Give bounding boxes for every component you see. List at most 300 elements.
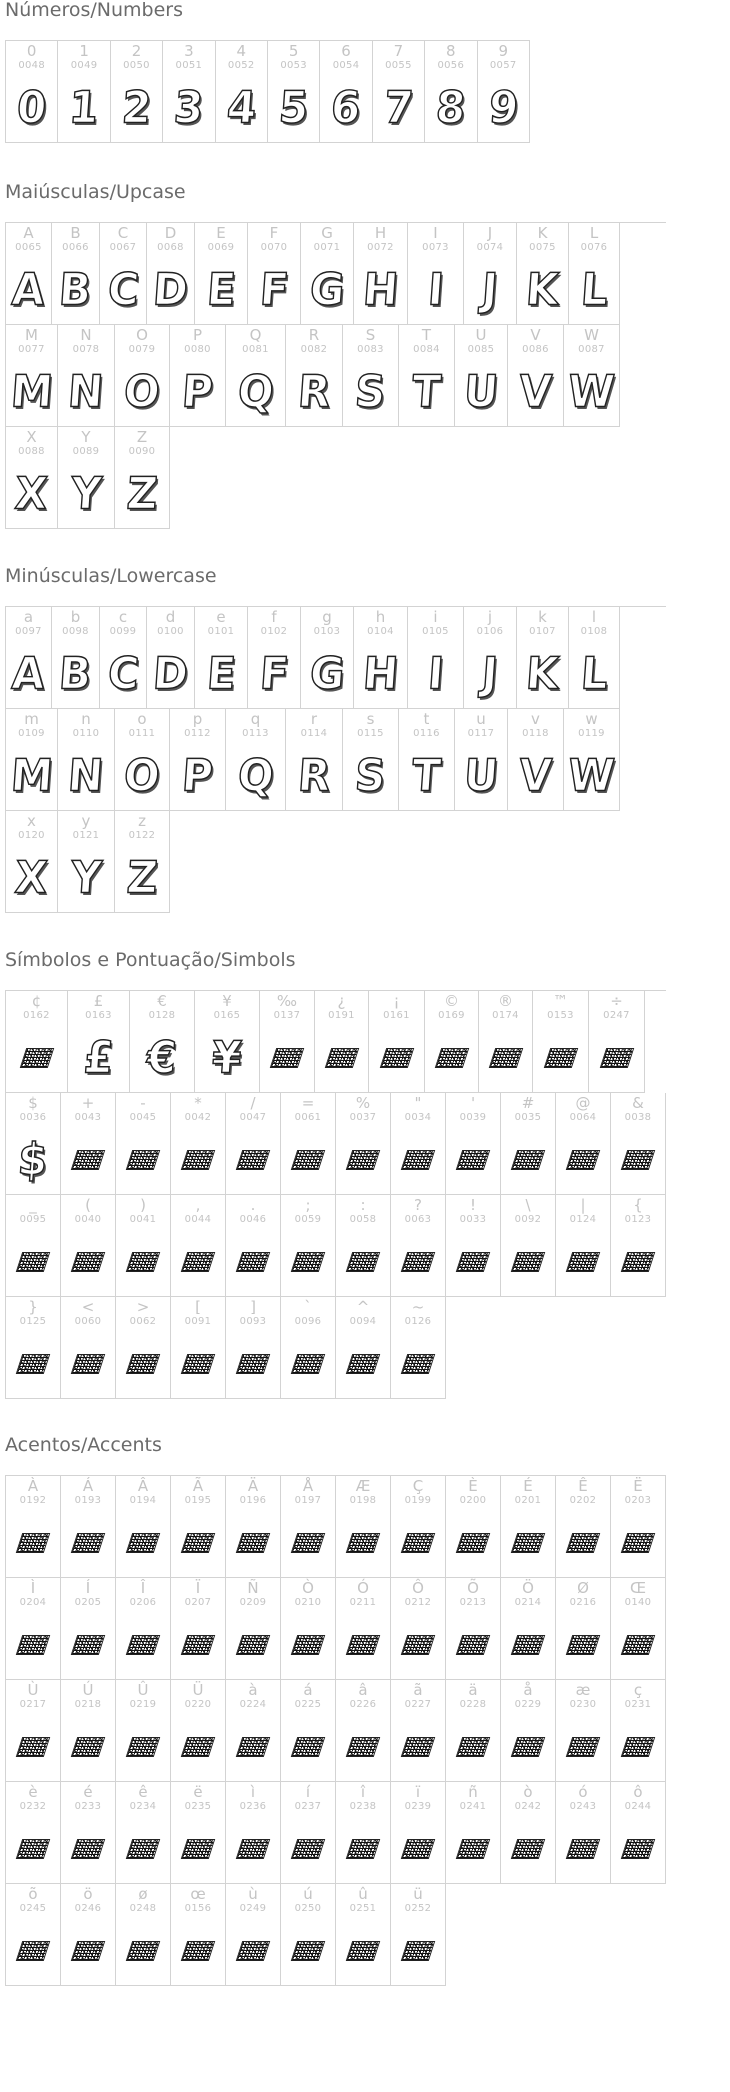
missing-glyph-icon (236, 1737, 270, 1757)
glyph-character-label: G (321, 224, 333, 242)
glyph-sample (226, 1131, 280, 1189)
glyph-code-label: 0227 (404, 1699, 432, 1710)
missing-glyph-icon (346, 1354, 380, 1374)
glyph-character-label: À (27, 1477, 39, 1495)
missing-glyph-icon (456, 1252, 490, 1272)
glyph-cell (556, 1782, 611, 1884)
glyph-code-label: 0233 (74, 1801, 102, 1812)
glyph-character-label: à (248, 1681, 258, 1699)
glyph-sample (170, 747, 225, 805)
missing-glyph-icon (401, 1354, 435, 1374)
glyph-cell (391, 1578, 446, 1680)
glyph-cell (369, 991, 425, 1093)
missing-glyph-icon (126, 1635, 160, 1655)
glyph-cell (508, 709, 564, 811)
glyph-character-label: y (81, 812, 91, 830)
glyph-character-label: 6 (341, 42, 351, 60)
glyph-sample (116, 1922, 170, 1980)
glyph-character-label: Ö (522, 1579, 534, 1597)
glyph-character-label: £ (93, 992, 104, 1010)
glyph-character-label: g (322, 608, 332, 626)
glyph-code-label: 0165 (213, 1010, 241, 1021)
glyph-cell (226, 1782, 281, 1884)
glyph-code-label: 0126 (404, 1316, 432, 1327)
glyph-character-label: ¡ (393, 992, 400, 1010)
glyph-cell (464, 223, 517, 325)
missing-glyph-icon (181, 1150, 215, 1170)
glyph-character-label: Î (140, 1579, 146, 1597)
glyph-cell (116, 1782, 171, 1884)
glyph-sample (226, 1718, 280, 1776)
glyph-cell (354, 607, 408, 709)
glyph-sample (611, 1514, 665, 1572)
glyph-character-label: f (271, 608, 277, 626)
glyph-character-label: ‰ (276, 992, 298, 1010)
glyph-code-label: 0203 (624, 1495, 652, 1506)
glyph-code-label: 0219 (129, 1699, 157, 1710)
section-title: Minúsculas/Lowercase (5, 565, 217, 587)
glyph-sample (399, 363, 454, 421)
glyph-code-label: 0075 (529, 242, 556, 253)
glyph-sample (425, 1029, 478, 1087)
glyph-cell (61, 1476, 116, 1578)
glyph-character-label: © (444, 992, 459, 1010)
glyph-sample (115, 849, 169, 907)
glyph-code-label: 0247 (603, 1010, 630, 1021)
glyph-cell (6, 1297, 61, 1399)
missing-glyph-icon (16, 1737, 50, 1757)
glyph-character-label: ã (413, 1681, 423, 1699)
glyph-outline-sample: K (524, 647, 561, 700)
glyph-sample (226, 1335, 280, 1393)
glyph-sample (446, 1718, 500, 1776)
glyph-cell (336, 1782, 391, 1884)
glyph-cell (343, 325, 399, 427)
glyph-code-label: 0226 (349, 1699, 377, 1710)
glyph-code-label: 0081 (242, 344, 269, 355)
glyph-code-label: 0065 (15, 242, 42, 253)
missing-glyph-icon (16, 1354, 50, 1374)
missing-glyph-icon (566, 1737, 600, 1757)
glyph-character-label: î (360, 1783, 366, 1801)
glyph-cell (6, 1782, 61, 1884)
glyph-cell (116, 1297, 171, 1399)
glyph-code-label: 0058 (349, 1214, 377, 1225)
missing-glyph-icon (346, 1635, 380, 1655)
glyph-character-label: i (433, 608, 438, 626)
glyph-code-label: 0077 (18, 344, 45, 355)
glyph-cell (171, 1476, 226, 1578)
glyph-code-label: 0042 (184, 1112, 212, 1123)
glyph-cell (6, 427, 58, 529)
section-accents (5, 1435, 666, 1986)
glyph-cell (226, 325, 286, 427)
glyph-outline-sample: ¥ (210, 1031, 244, 1084)
glyph-sample (556, 1718, 610, 1776)
glyph-outline-sample: Q (235, 749, 276, 802)
glyph-cell (286, 709, 343, 811)
missing-glyph-icon (543, 1048, 577, 1068)
glyph-sample (6, 645, 51, 703)
glyph-code-label: 0034 (404, 1112, 432, 1123)
section-title: Símbolos e Pontuação/Simbols (5, 949, 296, 971)
glyph-character-label: Ê (578, 1477, 588, 1495)
glyph-code-label: 0074 (476, 242, 504, 253)
glyph-cell (354, 223, 408, 325)
missing-glyph-icon (126, 1252, 160, 1272)
glyph-character-label: Ç (412, 1477, 424, 1495)
missing-glyph-icon (511, 1839, 545, 1859)
missing-glyph-icon (401, 1150, 435, 1170)
glyph-character-label: ] (250, 1298, 256, 1316)
glyph-code-label: 0066 (62, 242, 89, 253)
glyph-code-label: 0218 (74, 1699, 102, 1710)
glyph-character-label: } (28, 1298, 38, 1316)
glyph-character-label: s (366, 710, 375, 728)
glyph-code-label: 0107 (529, 626, 556, 637)
missing-glyph-icon (16, 1941, 50, 1961)
missing-glyph-icon (16, 1635, 50, 1655)
glyph-sample (408, 261, 463, 319)
glyph-code-label: 0220 (184, 1699, 212, 1710)
glyph-sample (336, 1131, 390, 1189)
glyph-code-label: 0124 (569, 1214, 597, 1225)
glyph-cell (171, 1093, 226, 1195)
glyph-outline-sample: B (57, 647, 94, 700)
missing-glyph-icon (456, 1635, 490, 1655)
glyph-sample (6, 79, 57, 137)
glyph-cell (6, 1680, 61, 1782)
glyph-sample (58, 363, 114, 421)
glyph-outline-sample: 3 (172, 81, 206, 134)
glyph-code-label: 0099 (109, 626, 137, 637)
glyph-sample (369, 1029, 424, 1087)
glyph-code-label: 0228 (459, 1699, 487, 1710)
glyph-character-label: $ (28, 1094, 38, 1112)
glyph-code-label: 0108 (580, 626, 608, 637)
glyph-sample (315, 1029, 368, 1087)
glyph-sample (446, 1514, 500, 1572)
glyph-code-label: 0115 (357, 728, 384, 739)
glyph-sample (336, 1514, 390, 1572)
glyph-character-label: È (468, 1477, 478, 1495)
glyph-outline-sample: T (410, 365, 443, 418)
glyph-sample (281, 1233, 335, 1291)
glyph-character-label: â (358, 1681, 368, 1699)
glyph-cell (446, 1680, 501, 1782)
glyph-code-label: 0070 (260, 242, 288, 253)
glyph-sample (6, 1718, 60, 1776)
glyph-cell (226, 1680, 281, 1782)
missing-glyph-icon (236, 1533, 270, 1553)
glyph-sample (61, 1335, 115, 1393)
missing-glyph-icon (511, 1252, 545, 1272)
glyph-outline-sample: N (66, 365, 106, 418)
glyph-code-label: 0211 (349, 1597, 377, 1608)
glyph-sample (61, 1718, 115, 1776)
glyph-sample (115, 465, 169, 523)
missing-glyph-icon (291, 1635, 325, 1655)
glyph-cell (170, 325, 226, 427)
missing-glyph-icon (16, 1839, 50, 1859)
glyph-character-label: l (591, 608, 597, 626)
glyph-code-label: 0174 (492, 1010, 519, 1021)
glyph-character-label: Û (137, 1681, 149, 1699)
glyph-cell (58, 811, 115, 913)
glyph-character-label: ¿ (337, 992, 346, 1010)
glyph-code-label: 0091 (184, 1316, 212, 1327)
missing-glyph-icon (621, 1150, 655, 1170)
glyph-outline-sample: J (480, 263, 500, 316)
glyph-sample (6, 1820, 60, 1878)
glyph-cell (61, 1680, 116, 1782)
glyph-code-label: 0078 (72, 344, 100, 355)
glyph-cell (336, 1680, 391, 1782)
glyph-cell (501, 1680, 556, 1782)
glyph-cell (52, 607, 100, 709)
glyph-outline-sample: X (13, 467, 50, 520)
glyph-sample (111, 79, 162, 137)
glyph-code-label: 0216 (569, 1597, 597, 1608)
glyph-cell (455, 325, 508, 427)
glyph-cell (100, 223, 147, 325)
glyph-code-label: 0248 (129, 1903, 157, 1914)
glyph-code-label: 0061 (294, 1112, 322, 1123)
glyph-code-label: 0037 (349, 1112, 377, 1123)
missing-glyph-icon (324, 1048, 358, 1068)
glyph-sample (301, 645, 353, 703)
glyph-outline-sample: W (566, 749, 617, 802)
section-title: Números/Numbers (5, 0, 183, 21)
glyph-outline-sample: $ (16, 1133, 50, 1186)
glyph-character-label: ì (250, 1783, 256, 1801)
glyph-character-label: " (414, 1094, 422, 1112)
glyph-outline-sample: T (410, 749, 443, 802)
glyph-cell (446, 1195, 501, 1297)
glyph-code-label: 0044 (184, 1214, 212, 1225)
glyph-cell (116, 1578, 171, 1680)
glyph-outline-sample: I (425, 647, 446, 700)
glyph-character-label: ` (304, 1298, 312, 1316)
glyph-character-label: ï (415, 1783, 421, 1801)
glyph-cell (195, 223, 248, 325)
glyph-cell (425, 991, 479, 1093)
glyph-character-label: Ü (192, 1681, 204, 1699)
glyph-cell (556, 1195, 611, 1297)
glyph-cell (501, 1093, 556, 1195)
glyph-character-label: ò (523, 1783, 533, 1801)
glyph-code-label: 0245 (19, 1903, 47, 1914)
glyph-sample (6, 465, 57, 523)
glyph-sample (6, 1922, 60, 1980)
glyph-character-label: å (523, 1681, 533, 1699)
glyph-character-label: U (475, 326, 487, 344)
glyph-character-label: 2 (131, 42, 142, 60)
glyph-cell (336, 1093, 391, 1195)
glyph-outline-sample: S (353, 365, 388, 418)
glyph-character-label: < (81, 1298, 95, 1316)
section-symbols (5, 950, 666, 1399)
glyph-cell (446, 1476, 501, 1578)
glyph-cell (391, 1297, 446, 1399)
glyph-code-label: 0198 (349, 1495, 377, 1506)
glyph-character-label: Y (81, 428, 91, 446)
glyph-cell (446, 1782, 501, 1884)
glyph-code-label: 0237 (294, 1801, 322, 1812)
glyph-sample (336, 1922, 390, 1980)
glyph-character-label: ^ (356, 1298, 370, 1316)
glyph-cell (268, 41, 320, 143)
glyph-code-label: 0195 (184, 1495, 212, 1506)
glyph-outline-sample: M (8, 749, 55, 802)
glyph-sample (501, 1514, 555, 1572)
glyph-cell (391, 1195, 446, 1297)
glyph-sample (569, 261, 619, 319)
glyph-sample (281, 1616, 335, 1674)
glyph-character-label: 8 (446, 42, 456, 60)
missing-glyph-icon (19, 1048, 53, 1068)
glyph-grid (5, 990, 666, 1399)
glyph-sample (281, 1335, 335, 1393)
glyph-sample (373, 79, 424, 137)
glyph-sample (286, 747, 342, 805)
glyph-character-label: Ì (30, 1579, 36, 1597)
glyph-grid (5, 1475, 666, 1986)
missing-glyph-icon (621, 1737, 655, 1757)
missing-glyph-icon (291, 1354, 325, 1374)
glyph-sample (248, 261, 300, 319)
glyph-cell (336, 1195, 391, 1297)
glyph-code-label: 0048 (18, 60, 46, 71)
missing-glyph-icon (291, 1533, 325, 1553)
glyph-sample (391, 1718, 445, 1776)
section-numbers (5, 0, 530, 143)
glyph-character-label: Â (137, 1477, 149, 1495)
glyph-character-label: è (28, 1783, 38, 1801)
glyph-outline-sample: Y (69, 851, 104, 904)
glyph-code-label: 0217 (19, 1699, 47, 1710)
glyph-sample (226, 1514, 280, 1572)
glyph-code-label: 0235 (184, 1801, 212, 1812)
glyph-outline-sample: C (105, 647, 141, 700)
glyph-code-label: 0246 (74, 1903, 102, 1914)
missing-glyph-icon (401, 1533, 435, 1553)
glyph-cell (6, 41, 58, 143)
glyph-cell (147, 223, 195, 325)
glyph-code-label: 0094 (349, 1316, 377, 1327)
glyph-sample (116, 1820, 170, 1878)
glyph-character-label: C (117, 224, 129, 242)
missing-glyph-icon (291, 1150, 325, 1170)
glyph-character-label: ø (138, 1885, 148, 1903)
glyph-code-label: 0040 (74, 1214, 102, 1225)
glyph-code-label: 0196 (239, 1495, 267, 1506)
glyph-code-label: 0051 (175, 60, 203, 71)
glyph-code-label: 0153 (547, 1010, 574, 1021)
glyph-character-label: n (81, 710, 91, 728)
glyph-cell (611, 1476, 666, 1578)
glyph-sample (61, 1820, 115, 1878)
glyph-character-label: ô (633, 1783, 643, 1801)
glyph-code-label: 0121 (72, 830, 100, 841)
glyph-character-label: Q (249, 326, 262, 344)
glyph-character-label: L (589, 224, 599, 242)
glyph-code-label: 0105 (422, 626, 449, 637)
glyph-outline-sample: F (257, 263, 291, 316)
glyph-code-label: 0067 (109, 242, 137, 253)
glyph-outline-sample: 5 (277, 81, 311, 134)
glyph-code-label: 0202 (569, 1495, 597, 1506)
glyph-code-label: 0250 (294, 1903, 322, 1914)
glyph-character-label: ™ (553, 992, 568, 1010)
glyph-cell (6, 1195, 61, 1297)
glyph-sample (170, 363, 225, 421)
glyph-code-label: 0049 (70, 60, 98, 71)
glyph-sample (455, 363, 507, 421)
glyph-sample (171, 1233, 225, 1291)
glyph-code-label: 0087 (578, 344, 605, 355)
glyph-character-label: ) (140, 1196, 146, 1214)
glyph-sample (501, 1718, 555, 1776)
glyph-outline-sample: N (66, 749, 106, 802)
missing-glyph-icon (566, 1252, 600, 1272)
missing-glyph-icon (236, 1635, 270, 1655)
glyph-outline-sample: V (517, 749, 554, 802)
glyph-code-label: 0243 (569, 1801, 597, 1812)
missing-glyph-icon (456, 1839, 490, 1859)
glyph-sample (391, 1820, 445, 1878)
glyph-character-label: ö (83, 1885, 93, 1903)
glyph-outline-sample: R (296, 749, 333, 802)
missing-glyph-icon (566, 1533, 600, 1553)
glyph-code-label: 0123 (624, 1214, 652, 1225)
glyph-outline-sample: C (105, 263, 141, 316)
glyph-cell (281, 1782, 336, 1884)
glyph-code-label: 0125 (19, 1316, 47, 1327)
glyph-sample (336, 1616, 390, 1674)
glyph-sample (171, 1335, 225, 1393)
glyph-character-label: : (360, 1196, 366, 1214)
glyph-cell (569, 223, 620, 325)
glyph-sample (425, 79, 476, 137)
glyph-cell (391, 1680, 446, 1782)
glyph-code-label: 0111 (128, 728, 156, 739)
missing-glyph-icon (346, 1533, 380, 1553)
glyph-character-label: ? (414, 1196, 422, 1214)
glyph-code-label: 0101 (207, 626, 235, 637)
glyph-sample (171, 1820, 225, 1878)
glyph-cell (130, 991, 195, 1093)
glyph-sample (61, 1616, 115, 1674)
glyph-character-label: Ã (192, 1477, 204, 1495)
glyph-cell (111, 41, 163, 143)
glyph-sample (248, 645, 300, 703)
glyph-cell (464, 607, 517, 709)
glyph-character-label: ë (193, 1783, 203, 1801)
glyph-cell (589, 991, 645, 1093)
glyph-character-label: 9 (498, 42, 508, 60)
missing-glyph-icon (456, 1533, 490, 1553)
glyph-outline-sample: R (296, 365, 333, 418)
glyph-cell (61, 1578, 116, 1680)
glyph-code-label: 0063 (404, 1214, 432, 1225)
glyph-cell (281, 1476, 336, 1578)
glyph-sample (52, 261, 99, 319)
glyph-character-label: Ù (27, 1681, 39, 1699)
glyph-cell (517, 223, 569, 325)
glyph-cell (517, 607, 569, 709)
glyph-outline-sample: F (257, 647, 291, 700)
